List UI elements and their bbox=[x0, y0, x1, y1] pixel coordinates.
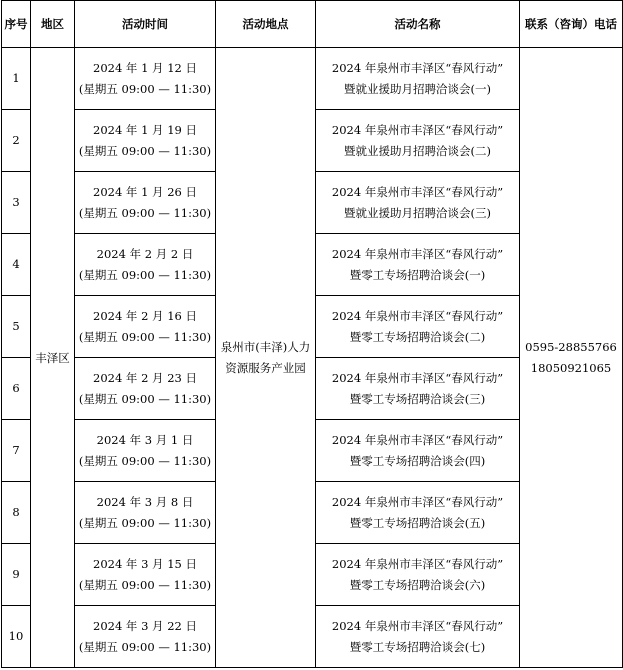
row-time bbox=[75, 296, 216, 358]
activity-name-line2: 暨就业援助月招聘洽谈会(二) bbox=[344, 143, 491, 158]
row-date: 2024 年 2 月 2 日 bbox=[96, 246, 194, 261]
region-cell: 丰泽区 bbox=[31, 48, 75, 668]
row-time bbox=[75, 172, 216, 234]
venue-cell bbox=[216, 48, 316, 668]
row-time bbox=[75, 110, 216, 172]
venue-text: 泉州市(丰泽)人力资源服务产业园 bbox=[220, 339, 311, 375]
header-venue: 活动地点 bbox=[216, 1, 316, 48]
activity-name-line2: 暨零工专场招聘洽谈会(二) bbox=[349, 329, 486, 344]
contact-phone: 18050921065 bbox=[530, 360, 612, 375]
row-activity-name bbox=[316, 172, 520, 234]
activity-name-line2: 暨零工专场招聘洽谈会(五) bbox=[349, 515, 486, 530]
row-date: 2024 年 1 月 12 日 bbox=[93, 60, 197, 75]
row-seq: 4 bbox=[2, 234, 31, 296]
row-activity-name bbox=[316, 420, 520, 482]
row-date: 2024 年 2 月 23 日 bbox=[93, 370, 197, 385]
activity-name-line1: 2024 年泉州市丰泽区“春风行动” bbox=[331, 618, 504, 633]
row-seq: 9 bbox=[2, 544, 31, 606]
activity-name-line1: 2024 年泉州市丰泽区“春风行动” bbox=[331, 60, 504, 75]
row-seq: 6 bbox=[2, 358, 31, 420]
row-time bbox=[75, 606, 216, 668]
header-row bbox=[2, 1, 623, 48]
schedule-table bbox=[1, 0, 623, 668]
row-time bbox=[75, 48, 216, 110]
row-activity-name bbox=[316, 482, 520, 544]
table-body bbox=[2, 48, 623, 668]
activity-name-line1: 2024 年泉州市丰泽区“春风行动” bbox=[331, 122, 504, 137]
activity-name-line1: 2024 年泉州市丰泽区“春风行动” bbox=[331, 184, 504, 199]
row-date: 2024 年 1 月 19 日 bbox=[93, 122, 197, 137]
row-hours: (星期五 09:00 — 11:30) bbox=[78, 577, 212, 592]
contact-phone: 0595-28855766 bbox=[525, 339, 617, 354]
row-hours: (星期五 09:00 — 11:30) bbox=[78, 453, 212, 468]
activity-name-line1: 2024 年泉州市丰泽区“春风行动” bbox=[331, 432, 504, 447]
activity-name-line2: 暨零工专场招聘洽谈会(七) bbox=[349, 639, 486, 654]
row-time bbox=[75, 420, 216, 482]
row-date: 2024 年 3 月 1 日 bbox=[96, 432, 194, 447]
contact-cell bbox=[520, 48, 623, 668]
row-hours: (星期五 09:00 — 11:30) bbox=[78, 143, 212, 158]
row-hours: (星期五 09:00 — 11:30) bbox=[78, 329, 212, 344]
row-activity-name bbox=[316, 296, 520, 358]
header-time: 活动时间 bbox=[75, 1, 216, 48]
row-hours: (星期五 09:00 — 11:30) bbox=[78, 267, 212, 282]
row-activity-name bbox=[316, 48, 520, 110]
row-hours: (星期五 09:00 — 11:30) bbox=[78, 391, 212, 406]
activity-name-line1: 2024 年泉州市丰泽区“春风行动” bbox=[331, 556, 504, 571]
row-seq: 3 bbox=[2, 172, 31, 234]
row-hours: (星期五 09:00 — 11:30) bbox=[78, 81, 212, 96]
header-contact: 联系（咨询）电话 bbox=[520, 1, 623, 48]
header-region: 地区 bbox=[31, 1, 75, 48]
row-date: 2024 年 1 月 26 日 bbox=[93, 184, 197, 199]
row-activity-name bbox=[316, 234, 520, 296]
activity-name-line2: 暨零工专场招聘洽谈会(一) bbox=[349, 267, 486, 282]
table-row bbox=[2, 48, 623, 110]
row-seq: 5 bbox=[2, 296, 31, 358]
row-seq: 2 bbox=[2, 110, 31, 172]
row-date: 2024 年 2 月 16 日 bbox=[93, 308, 197, 323]
row-time bbox=[75, 358, 216, 420]
activity-name-line2: 暨零工专场招聘洽谈会(三) bbox=[349, 391, 486, 406]
row-date: 2024 年 3 月 15 日 bbox=[93, 556, 197, 571]
row-activity-name bbox=[316, 110, 520, 172]
activity-name-line1: 2024 年泉州市丰泽区“春风行动” bbox=[331, 494, 504, 509]
row-time bbox=[75, 544, 216, 606]
row-seq: 7 bbox=[2, 420, 31, 482]
activity-name-line2: 暨零工专场招聘洽谈会(六) bbox=[349, 577, 486, 592]
row-hours: (星期五 09:00 — 11:30) bbox=[78, 205, 212, 220]
row-activity-name bbox=[316, 544, 520, 606]
row-seq: 1 bbox=[2, 48, 31, 110]
row-activity-name bbox=[316, 358, 520, 420]
activity-name-line1: 2024 年泉州市丰泽区“春风行动” bbox=[331, 370, 504, 385]
row-date: 2024 年 3 月 8 日 bbox=[96, 494, 194, 509]
row-seq: 8 bbox=[2, 482, 31, 544]
activity-name-line2: 暨零工专场招聘洽谈会(四) bbox=[349, 453, 486, 468]
row-time bbox=[75, 482, 216, 544]
activity-name-line1: 2024 年泉州市丰泽区“春风行动” bbox=[331, 308, 504, 323]
row-date: 2024 年 3 月 22 日 bbox=[93, 618, 197, 633]
header-name: 活动名称 bbox=[316, 1, 520, 48]
row-activity-name bbox=[316, 606, 520, 668]
activity-name-line2: 暨就业援助月招聘洽谈会(一) bbox=[344, 81, 491, 96]
activity-name-line1: 2024 年泉州市丰泽区“春风行动” bbox=[331, 246, 504, 261]
row-seq: 10 bbox=[2, 606, 31, 668]
row-hours: (星期五 09:00 — 11:30) bbox=[78, 515, 212, 530]
row-hours: (星期五 09:00 — 11:30) bbox=[78, 639, 212, 654]
row-time bbox=[75, 234, 216, 296]
header-seq: 序号 bbox=[2, 1, 31, 48]
activity-name-line2: 暨就业援助月招聘洽谈会(三) bbox=[344, 205, 491, 220]
